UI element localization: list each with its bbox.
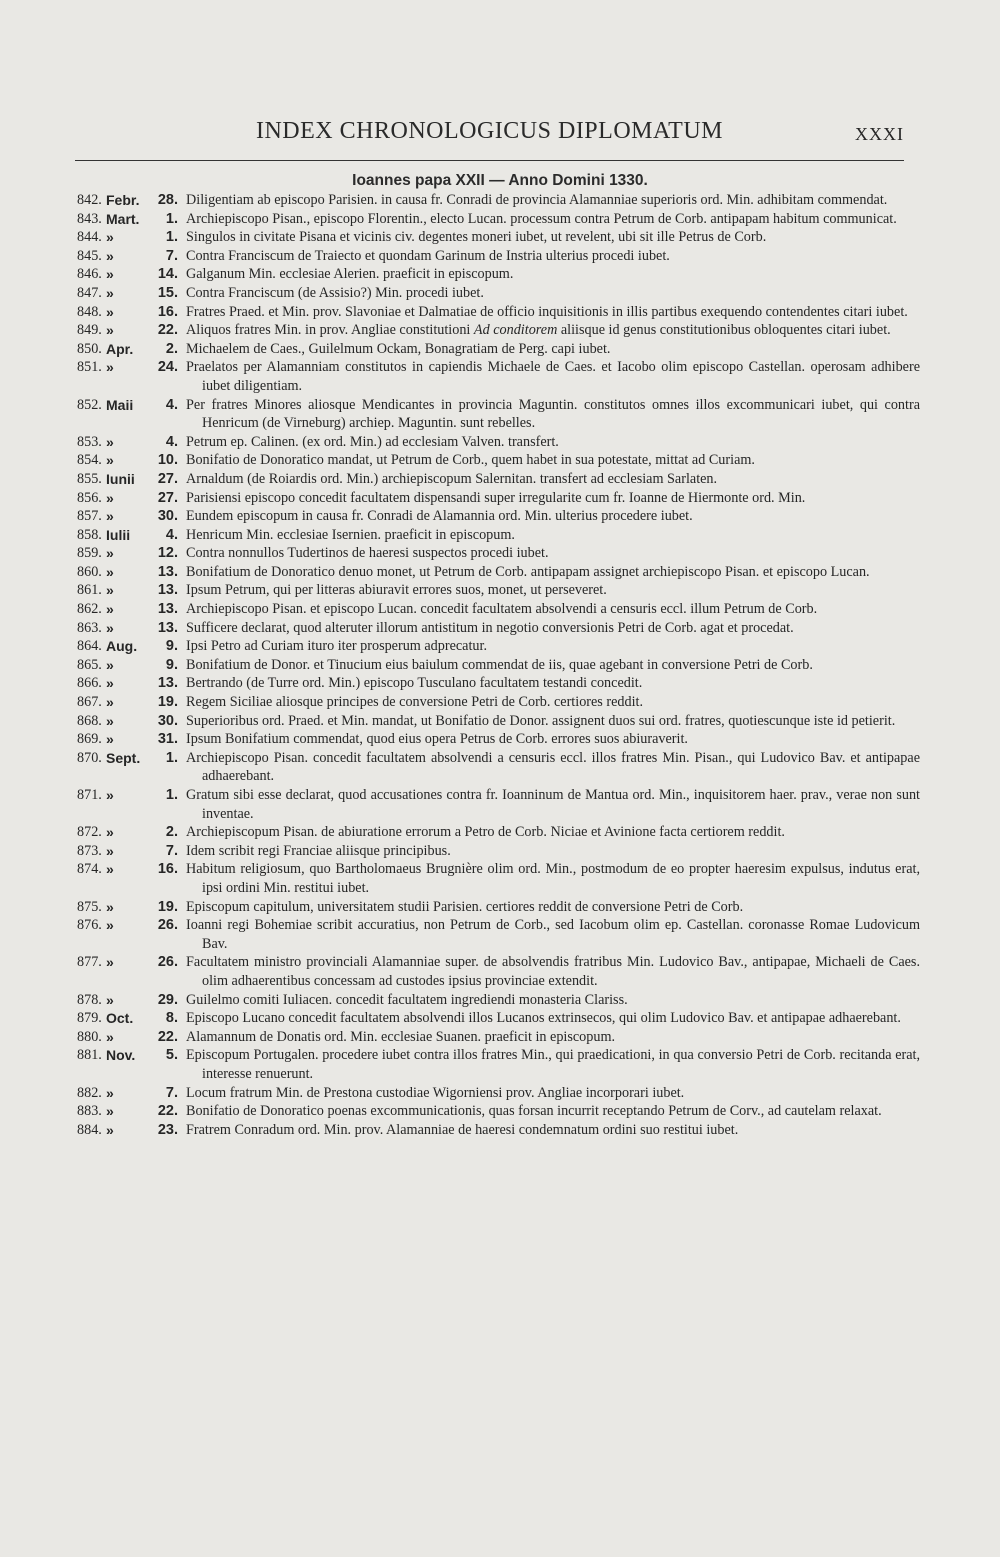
entry-number: 862. <box>77 601 102 618</box>
entry-text: Michaelem de Caes., Guilelmum Ockam, Bonagratiam de Perg. capi iubet. <box>186 340 611 357</box>
entry-number: 845. <box>77 247 102 264</box>
entry-month: » <box>106 284 114 301</box>
entry-text: Archiepiscopo Pisan. concedit facultatem absolvendi a censuris eccl. illos fratres Min. Pisan., qui Ludovico Bav. et antipapae adhaerebant. <box>186 749 920 785</box>
entry-number: 873. <box>77 842 102 859</box>
entry-day: 22. <box>157 322 178 339</box>
entry-day: 31. <box>157 731 178 748</box>
entry-day: 29. <box>157 991 178 1008</box>
entry-day: 9. <box>165 656 178 673</box>
entry-day: 15. <box>157 284 178 301</box>
entry-month: » <box>106 675 114 692</box>
entry-text: Ipsum Petrum, qui per litteras abiuravit errores suos, monet, ut perseveret. <box>186 582 607 599</box>
entry-month: » <box>106 433 114 450</box>
entry-text: Praelatos per Alamanniam constitutos in capiendis Michaele de Caes. et Iacobo olim episcopo Castellan. operosam adhibere iubet diligentiam. <box>186 359 920 394</box>
entry-text: Alamannum de Donatis ord. Min. ecclesiae Suanen. praeficit in episcopum. <box>186 1028 616 1045</box>
entry-month: » <box>106 1028 114 1045</box>
entry-day: 30. <box>157 712 178 729</box>
entry-text: Gratum sibi esse declarat, quod accusationes contra fr. Ioanninum de Mantua ord. Min., inquisitorem haer. prav., verae non sunt inventae. <box>186 787 920 822</box>
list-item <box>0 451 1000 470</box>
entry-month: » <box>106 656 114 673</box>
entry-day: 26. <box>157 954 178 971</box>
entry-number: 848. <box>77 303 102 320</box>
entry-text: Contra Franciscum (de Assisio?) Min. procedi iubet. <box>186 284 484 301</box>
list-item <box>0 358 1000 395</box>
entry-day: 12. <box>157 545 178 562</box>
entry-month: » <box>106 303 114 320</box>
entry-number: 872. <box>77 824 102 841</box>
entry-month: » <box>106 247 114 264</box>
entry-month: » <box>106 619 114 636</box>
list-item <box>0 1121 1000 1140</box>
entry-text: Henricum Min. ecclesiae Isernien. praeficit in episcopum. <box>186 526 515 543</box>
list-item <box>0 544 1000 563</box>
entry-month: » <box>106 582 114 599</box>
entry-text: Regem Siciliae aliosque principes de conversione Petri de Corb. certiores reddit. <box>186 694 644 711</box>
entry-number: 858. <box>77 526 102 543</box>
list-item <box>0 823 1000 842</box>
entry-text: Contra Franciscum de Traiecto et quondam Garinum de Instria ulterius procedi iubet. <box>186 247 670 264</box>
entry-day: 22. <box>157 1103 178 1120</box>
entry-text: Bonifatio de Donoratico poenas excommunicationis, quas forsan incurrit receptando Petrum de Corv., ad cautelam relaxat. <box>186 1103 882 1120</box>
entry-day: 8. <box>165 1010 178 1027</box>
entry-month: » <box>106 731 114 748</box>
entry-number: 871. <box>77 787 102 803</box>
list-item <box>0 303 1000 322</box>
list-item <box>0 730 1000 749</box>
entry-text: Archiepiscopo Pisan., episcopo Florentin., electo Lucan. processum contra Petrum de Corb. antipapam habitum communicat. <box>186 210 897 227</box>
entry-day: 22. <box>157 1028 178 1045</box>
entry-month: » <box>106 694 114 711</box>
entry-day: 7. <box>165 247 178 264</box>
list-item <box>0 433 1000 452</box>
list-item <box>0 489 1000 508</box>
list-item <box>0 674 1000 693</box>
entry-text: Bonifatium de Donor. et Tinucium eius baiulum commendat de iis, quae agebant in conversione Petri de Corb. <box>186 656 813 673</box>
entry-month: » <box>106 712 114 729</box>
entry-text: Idem scribit regi Franciae aliisque principibus. <box>186 842 451 859</box>
entry-day: 14. <box>157 266 178 283</box>
entry-day: 1. <box>165 229 178 246</box>
entry-month: » <box>106 508 114 525</box>
entry-day: 13. <box>157 601 178 618</box>
entry-text: Habitum religiosum, quo Bartholomaeus Brugnière olim ord. Min., postmodum de eo propter haeresim expulsus, indutus erat, ipsi ordini Min. restitui iubet. <box>186 861 920 896</box>
list-item <box>0 953 1000 990</box>
entry-text: Bonifatio de Donoratico mandat, ut Petrum de Corb., quem habet in sua potestate, mittat ad Curiam. <box>186 452 755 469</box>
entry-day: 4. <box>165 433 178 450</box>
entry-month: Iulii <box>106 526 131 543</box>
entry-text: Eundem episcopum in causa fr. Conradi de Alamannia ord. Min. ulterius procedere iubet. <box>186 508 693 525</box>
entry-day: 1. <box>165 749 178 766</box>
entry-month: Mart. <box>106 210 140 227</box>
entry-month: Oct. <box>106 1010 134 1027</box>
entry-number: 866. <box>77 675 102 692</box>
entry-day: 19. <box>157 694 178 711</box>
entry-number: 884. <box>77 1121 102 1138</box>
entry-text: Arnaldum (de Roiardis ord. Min.) archiepiscopum Salernitan. transfert ad ecclesiam Sarlaten. <box>186 470 718 487</box>
entry-day: 1. <box>165 210 178 227</box>
running-head <box>75 118 904 150</box>
list-item <box>0 1102 1000 1121</box>
entry-month: » <box>106 229 114 246</box>
list-item <box>0 1084 1000 1103</box>
entry-day: 24. <box>157 359 178 376</box>
list-item <box>0 247 1000 266</box>
entry-number: 879. <box>77 1010 102 1027</box>
entry-text: Per fratres Minores aliosque Mendicantes in provincia Maguntin. constitutos omnes illos excommunicari iubet, qui contra Henricum (de Virneburg) archiep. Maguntin. sunt rebelles. <box>186 396 920 432</box>
entry-day: 27. <box>157 470 178 487</box>
entry-month: » <box>106 824 114 841</box>
entry-month: » <box>106 601 114 618</box>
entry-month: Nov. <box>106 1047 136 1064</box>
entry-number: 870. <box>77 749 102 766</box>
list-item <box>0 916 1000 953</box>
list-item <box>0 600 1000 619</box>
entry-list <box>0 191 1000 1139</box>
entry-text: Episcopum Portugalen. procedere iubet contra illos fratres Min., qui praedicationi, in qua conversio Petri de Corb. recitanda erat, interesse renuerunt. <box>186 1047 920 1082</box>
entry-text: Locum fratrum Min. de Prestona custodiae Wigorniensi prov. Angliae incorporari iubet. <box>186 1084 685 1101</box>
list-item <box>0 842 1000 861</box>
entry-day: 1. <box>165 787 178 803</box>
entry-number: 878. <box>77 991 102 1008</box>
entry-text: Sufficere declarat, quod alteruter illorum antistitum in negotio conversionis Petri de Corb. agat et procedat. <box>186 619 794 636</box>
list-item <box>0 898 1000 917</box>
list-item <box>0 507 1000 526</box>
entry-number: 874. <box>77 861 102 878</box>
entry-number: 844. <box>77 229 102 246</box>
entry-number: 849. <box>77 322 102 339</box>
entry-number: 847. <box>77 284 102 301</box>
entry-day: 27. <box>157 489 178 506</box>
entry-text: Archiepiscopo Pisan. et episcopo Lucan. concedit facultatem absolvendi a censuris eccl. illum Petrum de Corb. <box>186 601 818 618</box>
entry-number: 864. <box>77 638 102 655</box>
list-item <box>0 1028 1000 1047</box>
entry-day: 2. <box>165 824 178 841</box>
entry-day: 28. <box>157 192 178 208</box>
entry-text: Episcopum capitulum, universitatem studii Parisien. certiores reddit de conversione Petri de Corb. <box>186 898 744 915</box>
entry-day: 19. <box>157 898 178 915</box>
entry-text: Fratres Praed. et Min. prov. Slavoniae et Dalmatiae de officio inquisitionis in illis partibus exequendo contendentes citari iubet. <box>186 303 908 320</box>
list-item <box>0 321 1000 340</box>
entry-month: » <box>106 489 114 506</box>
entry-day: 30. <box>157 508 178 525</box>
entry-text: Ipsi Petro ad Curiam ituro iter prosperum adprecatur. <box>186 638 488 655</box>
list-item <box>0 860 1000 897</box>
entry-number: 842. <box>77 192 102 208</box>
entry-month: » <box>106 954 114 971</box>
entry-day: 23. <box>157 1121 178 1138</box>
entry-number: 861. <box>77 582 102 599</box>
header-rule <box>75 160 904 161</box>
entry-number: 855. <box>77 470 102 487</box>
entry-text: Parisiensi episcopo concedit facultatem dispensandi super irregularite cum fr. Ioanne de Hiermonte ord. Min. <box>186 489 806 506</box>
list-item <box>0 1046 1000 1083</box>
entry-month: » <box>106 842 114 859</box>
entry-text: Bonifatium de Donoratico denuo monet, ut Petrum de Corb. antipapam assignet archiepiscopo Pisan. et episcopo Lucan. <box>186 563 870 580</box>
list-item <box>0 563 1000 582</box>
entry-number: 860. <box>77 563 102 580</box>
entry-day: 13. <box>157 582 178 599</box>
entry-month: » <box>106 359 114 376</box>
entry-day: 13. <box>157 675 178 692</box>
list-item <box>0 284 1000 303</box>
list-item <box>0 749 1000 786</box>
entry-month: » <box>106 452 114 469</box>
entry-month: Febr. <box>106 192 140 208</box>
entry-text: Guilelmo comiti Iuliacen. concedit facultatem ingrediendi monasteria Clariss. <box>186 991 628 1008</box>
entry-number: 869. <box>77 731 102 748</box>
entry-day: 26. <box>157 917 178 934</box>
entry-day: 5. <box>165 1047 178 1064</box>
italic-title: Ad conditorem <box>473 322 558 339</box>
entry-number: 880. <box>77 1028 102 1045</box>
entry-day: 16. <box>157 861 178 878</box>
entry-month: » <box>106 322 114 339</box>
entry-number: 859. <box>77 545 102 562</box>
entry-number: 867. <box>77 694 102 711</box>
running-title: INDEX CHRONOLOGICUS DIPLOMATUM <box>255 118 723 144</box>
entry-text: Galganum Min. ecclesiae Alerien. praeficit in episcopum. <box>186 266 514 283</box>
list-item <box>0 340 1000 359</box>
list-item <box>0 526 1000 545</box>
entry-text: Episcopo Lucano concedit facultatem absolvendi illos Lucanos extrinsecos, qui olim Ludovico Bav. et antipapae adhaerebant. <box>186 1010 901 1027</box>
entry-number: 856. <box>77 489 102 506</box>
list-item <box>0 1009 1000 1028</box>
list-item <box>0 581 1000 600</box>
entry-month: » <box>106 1084 114 1101</box>
entry-month: Sept. <box>106 749 141 766</box>
entry-day: 9. <box>165 638 178 655</box>
entry-month: » <box>106 1121 114 1138</box>
list-item <box>0 712 1000 731</box>
entry-number: 863. <box>77 619 102 636</box>
entry-month: » <box>106 787 114 803</box>
entry-day: 4. <box>165 526 178 543</box>
list-item <box>0 693 1000 712</box>
list-item <box>0 786 1000 823</box>
entry-number: 877. <box>77 954 102 971</box>
entry-month: » <box>106 861 114 878</box>
entry-number: 868. <box>77 712 102 729</box>
entry-number: 854. <box>77 452 102 469</box>
list-item <box>0 991 1000 1010</box>
entry-day: 13. <box>157 619 178 636</box>
entry-text: Ipsum Bonifatium commendat, quod eius opera Petrus de Corb. errores suos abiuraverit. <box>186 731 688 748</box>
list-item <box>0 228 1000 247</box>
entry-month: Apr. <box>106 340 134 357</box>
entry-number: 875. <box>77 898 102 915</box>
page-number: XXXI <box>855 124 904 144</box>
entry-month: » <box>106 991 114 1008</box>
entry-month: » <box>106 266 114 283</box>
list-item <box>0 637 1000 656</box>
entry-month: Iunii <box>106 470 135 487</box>
entry-day: 13. <box>157 563 178 580</box>
entry-number: 850. <box>77 340 102 357</box>
entry-text: Diligentiam ab episcopo Parisien. in causa fr. Conradi de provincia Alamanniae superioris ord. Min. adhibitam commendat. <box>186 192 888 208</box>
entry-text: Archiepiscopum Pisan. de abiuratione errorum a Petro de Corb. Niciae et Avinione facta certiorem reddit. <box>186 824 785 841</box>
entry-day: 2. <box>165 340 178 357</box>
entry-number: 881. <box>77 1047 102 1064</box>
entry-text: Fratrem Conradum ord. Min. prov. Alamanniae de haeresi condemnatum ordini suo restitui iubet. <box>186 1121 739 1138</box>
entry-day: 4. <box>165 396 178 413</box>
entry-month: Aug. <box>106 638 138 655</box>
list-item <box>0 396 1000 433</box>
entry-month: » <box>106 563 114 580</box>
entry-text: Singulos in civitate Pisana et vicinis civ. degentes moneri iubet, ut revelent, ubi sit ille Petrus de Corb. <box>186 229 767 246</box>
entry-day: 10. <box>157 452 178 469</box>
list-item <box>0 470 1000 489</box>
entry-number: 857. <box>77 508 102 525</box>
entry-text: Superioribus ord. Praed. et Min. mandat, ut Bonifatio de Donor. assignent duos sui ord. fratres, quotiescunque iste id petierit. <box>186 712 896 729</box>
entry-number: 846. <box>77 266 102 283</box>
entry-month: » <box>106 917 114 934</box>
entry-number: 851. <box>77 359 102 376</box>
list-item <box>0 191 1000 210</box>
entry-number: 843. <box>77 210 102 227</box>
entry-number: 876. <box>77 917 102 934</box>
entry-month: » <box>106 898 114 915</box>
entry-text: Facultatem ministro provinciali Alamanniae super. de absolvendis fratribus Min. Ludovico Bav., antipapae, Michaeli de Caes. olim adhaerentibus concessam ad custodes ipsius provinciae extendit. <box>186 954 920 989</box>
entry-text: Petrum ep. Calinen. (ex ord. Min.) ad ecclesiam Valven. transfert. <box>186 433 559 450</box>
entry-month: » <box>106 1103 114 1120</box>
entry-text: Ioanni regi Bohemiae scribit accuratius, non Petrum de Corb., sed Iacobum olim ep. Castellan. coronasse Romae Ludovicum Bav. <box>186 917 920 952</box>
entry-day: 7. <box>165 1084 178 1101</box>
list-item <box>0 265 1000 284</box>
entry-number: 853. <box>77 433 102 450</box>
list-item <box>0 619 1000 638</box>
list-item <box>0 210 1000 229</box>
entry-number: 883. <box>77 1103 102 1120</box>
entry-number: 882. <box>77 1084 102 1101</box>
entry-number: 865. <box>77 656 102 673</box>
section-heading: Ioannes papa XXII — Anno Domini 1330. <box>352 172 648 189</box>
entry-month: » <box>106 545 114 562</box>
list-item <box>0 656 1000 675</box>
entry-day: 16. <box>157 303 178 320</box>
entry-day: 7. <box>165 842 178 859</box>
entry-number: 852. <box>77 396 102 413</box>
entry-text: Contra nonnullos Tudertinos de haeresi suspectos procedi iubet. <box>186 545 549 562</box>
entry-text: Bertrando (de Turre ord. Min.) episcopo Tusculano facultatem testandi concedit. <box>186 675 643 692</box>
entry-text: Aliquos fratres Min. in prov. Angliae constitutioni Ad conditorem aliisque id genus constitutionibus obloquentes citari iubet. <box>186 322 891 339</box>
entry-month: Maii <box>106 396 134 413</box>
